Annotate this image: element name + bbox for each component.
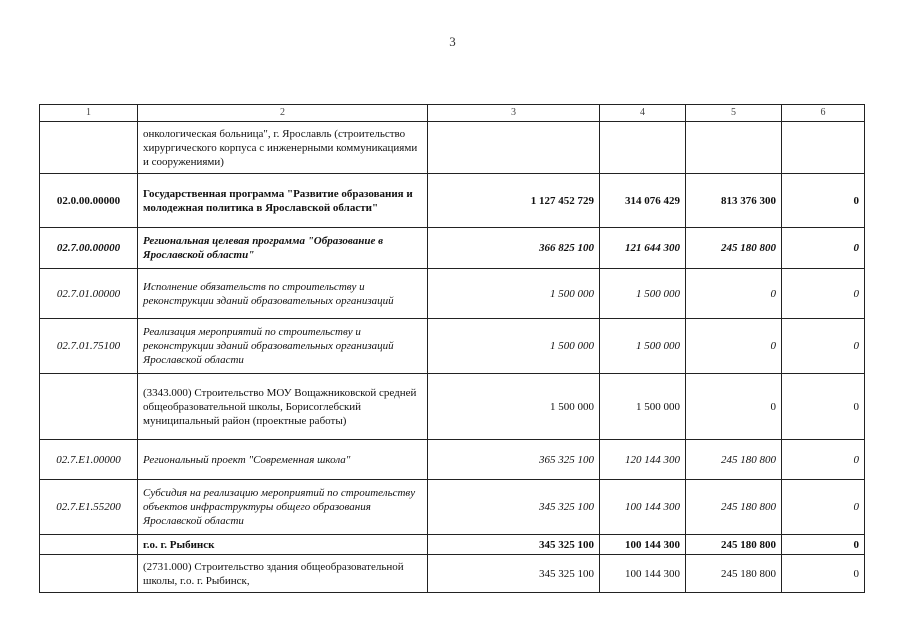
row-total: 345 325 100 [428, 555, 600, 593]
row-total: 1 500 000 [428, 374, 600, 440]
row-year-1: 314 076 429 [600, 174, 686, 228]
row-name: Субсидия на реализацию мероприятий по строительству объектов инфраструктуры общего образования Ярославской области [138, 480, 428, 535]
table-row [40, 122, 865, 174]
row-year-1: 120 144 300 [600, 440, 686, 480]
row-year-3: 0 [782, 319, 865, 374]
row-year-2: 245 180 800 [686, 440, 782, 480]
budget-table [39, 104, 865, 593]
row-code: 02.7.E1.00000 [40, 440, 138, 480]
row-code [40, 374, 138, 440]
row-year-2: 245 180 800 [686, 228, 782, 269]
row-name: Государственная программа "Развитие образования и молодежная политика в Ярославской области" [138, 174, 428, 228]
row-year-2: 245 180 800 [686, 480, 782, 535]
row-year-2: 245 180 800 [686, 535, 782, 555]
column-header: 3 [428, 105, 600, 122]
row-code [40, 555, 138, 593]
row-year-1: 1 500 000 [600, 269, 686, 319]
row-name: Региональная целевая программа "Образование в Ярославской области" [138, 228, 428, 269]
row-year-1: 1 500 000 [600, 319, 686, 374]
row-total: 1 500 000 [428, 319, 600, 374]
row-year-3: 0 [782, 174, 865, 228]
column-header: 4 [600, 105, 686, 122]
row-name: г.о. г. Рыбинск [138, 535, 428, 555]
row-year-3: 0 [782, 480, 865, 535]
row-code: 02.7.01.00000 [40, 269, 138, 319]
row-year-3: 0 [782, 228, 865, 269]
row-year-3 [782, 122, 865, 174]
table-row [40, 374, 865, 440]
row-year-2: 813 376 300 [686, 174, 782, 228]
row-code [40, 535, 138, 555]
table-row [40, 440, 865, 480]
table-row [40, 319, 865, 374]
column-header: 1 [40, 105, 138, 122]
row-name: Реализация мероприятий по строительству и реконструкции зданий образовательных организаций Ярославской области [138, 319, 428, 374]
row-total: 1 127 452 729 [428, 174, 600, 228]
row-total: 1 500 000 [428, 269, 600, 319]
table-row [40, 555, 865, 593]
column-header: 6 [782, 105, 865, 122]
row-code [40, 122, 138, 174]
row-total: 366 825 100 [428, 228, 600, 269]
table-header-row [40, 105, 865, 122]
column-header: 2 [138, 105, 428, 122]
row-name: (2731.000) Строительство здания общеобразовательной школы, г.о. г. Рыбинск, [138, 555, 428, 593]
row-code: 02.0.00.00000 [40, 174, 138, 228]
row-name: Исполнение обязательств по строительству и реконструкции зданий образовательных организаций [138, 269, 428, 319]
page-number: 3 [449, 34, 456, 49]
row-year-3: 0 [782, 535, 865, 555]
row-year-2 [686, 122, 782, 174]
row-year-1: 100 144 300 [600, 535, 686, 555]
row-code: 02.7.00.00000 [40, 228, 138, 269]
column-header: 5 [686, 105, 782, 122]
table-row [40, 269, 865, 319]
row-name: (3343.000) Строительство МОУ Вощажниковской средней общеобразовательной школы, Борисоглебский муниципальный район (проектные работы) [138, 374, 428, 440]
row-year-1: 1 500 000 [600, 374, 686, 440]
row-year-2: 0 [686, 269, 782, 319]
row-total: 345 325 100 [428, 535, 600, 555]
table-row [40, 174, 865, 228]
row-total: 345 325 100 [428, 480, 600, 535]
row-total [428, 122, 600, 174]
row-year-1: 121 644 300 [600, 228, 686, 269]
row-year-3: 0 [782, 555, 865, 593]
table-row [40, 480, 865, 535]
row-year-1 [600, 122, 686, 174]
row-name: онкологическая больница", г. Ярославль (строительство хирургического корпуса с инженерными коммуникациями и сооружениями) [138, 122, 428, 174]
row-code: 02.7.E1.55200 [40, 480, 138, 535]
row-year-2: 0 [686, 319, 782, 374]
row-year-3: 0 [782, 269, 865, 319]
row-year-2: 245 180 800 [686, 555, 782, 593]
row-year-1: 100 144 300 [600, 480, 686, 535]
row-total: 365 325 100 [428, 440, 600, 480]
row-year-3: 0 [782, 374, 865, 440]
table-row [40, 228, 865, 269]
row-year-1: 100 144 300 [600, 555, 686, 593]
row-year-2: 0 [686, 374, 782, 440]
row-name: Региональный проект "Современная школа" [138, 440, 428, 480]
table-row [40, 535, 865, 555]
row-year-3: 0 [782, 440, 865, 480]
row-code: 02.7.01.75100 [40, 319, 138, 374]
